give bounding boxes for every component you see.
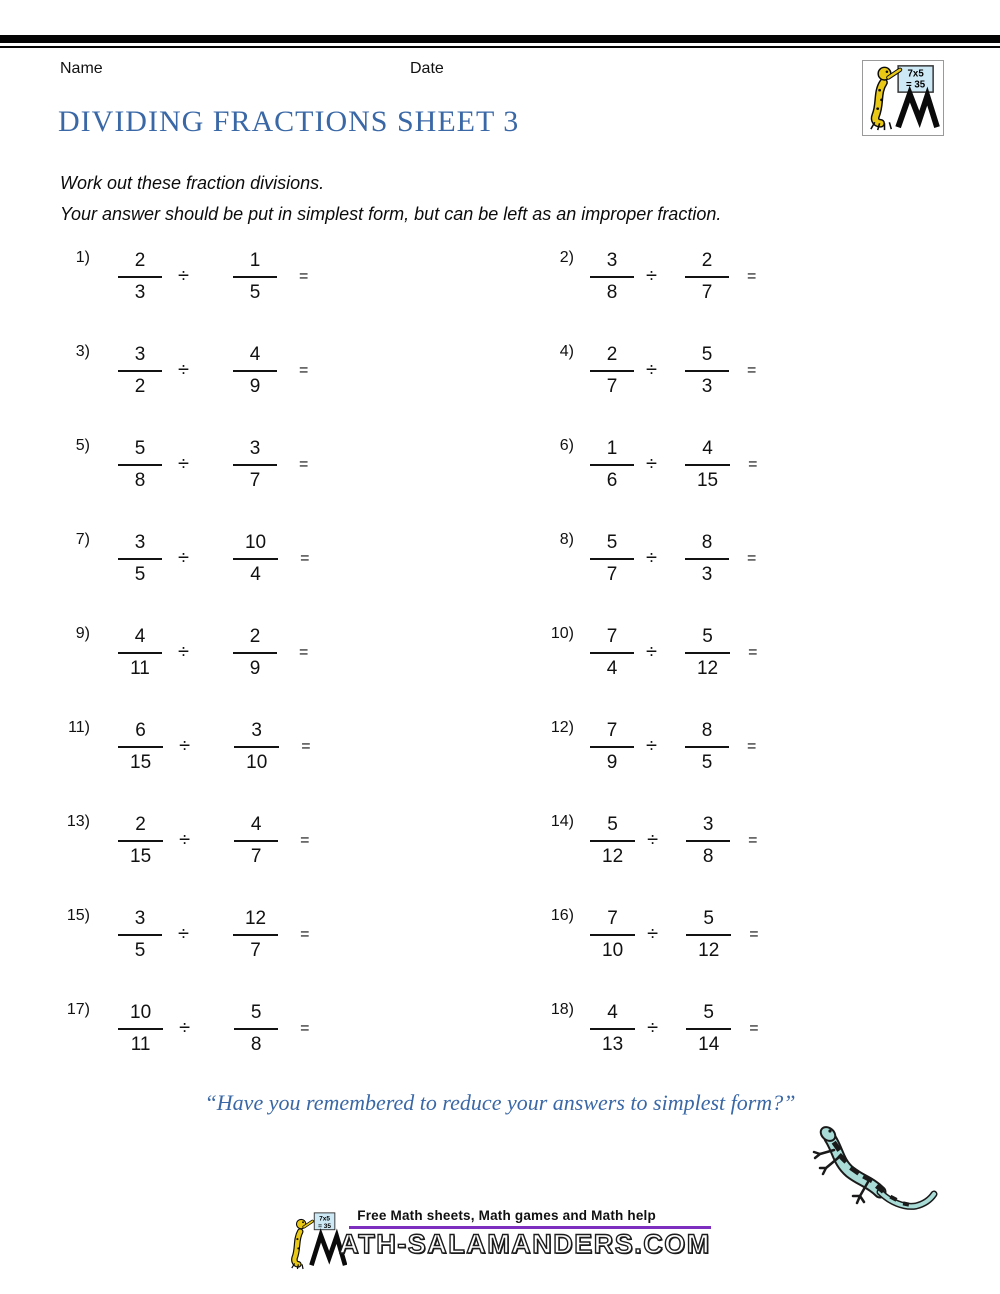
fraction-divisor <box>686 813 730 869</box>
denominator: 7 <box>250 846 262 867</box>
equals-sign: = <box>746 362 757 379</box>
denominator: 7 <box>701 282 713 303</box>
denominator: 8 <box>250 1034 262 1055</box>
numerator: 5 <box>590 813 635 842</box>
equals-sign: = <box>301 738 311 755</box>
divide-sign: ÷ <box>646 358 657 381</box>
problem-4 <box>540 324 960 418</box>
problem-9 <box>58 606 540 700</box>
fraction-divisor <box>685 531 729 587</box>
numerator: 3 <box>233 437 277 466</box>
fraction-divisor <box>233 249 277 305</box>
problem-number: 3) <box>75 343 90 360</box>
denominator: 5 <box>701 752 713 773</box>
fraction-dividend <box>118 907 162 963</box>
fraction-dividend <box>118 1001 163 1057</box>
fraction-divisor <box>233 625 277 681</box>
numerator: 4 <box>233 343 277 372</box>
numerator: 6 <box>118 719 163 748</box>
numerator: 10 <box>233 531 278 560</box>
numerator: 1 <box>233 249 277 278</box>
reminder-quote: “Have you remembered to reduce your answers to simplest form?” <box>204 1090 796 1115</box>
footer-branding <box>289 1208 710 1270</box>
svg-text:7x5: 7x5 <box>319 1215 331 1223</box>
denominator: 15 <box>130 846 152 867</box>
problem-number: 4) <box>559 343 574 360</box>
problem-11 <box>58 700 540 794</box>
denominator: 9 <box>249 658 261 679</box>
numerator: 2 <box>590 343 634 372</box>
denominator: 7 <box>606 564 618 585</box>
problem-number: 5) <box>75 437 90 454</box>
equals-sign: = <box>746 550 757 567</box>
denominator: 7 <box>250 940 261 961</box>
denominator: 9 <box>606 752 618 773</box>
denominator: 13 <box>602 1034 624 1055</box>
fraction-dividend <box>590 531 634 587</box>
divide-sign: ÷ <box>646 452 657 475</box>
equals-sign: = <box>748 644 758 661</box>
problem-8 <box>540 512 960 606</box>
denominator: 4 <box>606 658 618 679</box>
fraction-divisor <box>685 625 730 681</box>
name-label: Name <box>60 60 103 77</box>
equals-sign: = <box>298 456 309 473</box>
equals-sign: = <box>300 1020 310 1037</box>
svg-text:7x5: 7x5 <box>907 68 924 80</box>
problem-2 <box>540 230 960 324</box>
problem-7 <box>58 512 540 606</box>
problems-grid <box>0 230 1000 1076</box>
svg-text:= 35: = 35 <box>318 1222 332 1230</box>
numerator: 5 <box>234 1001 278 1030</box>
denominator: 4 <box>250 564 261 585</box>
problem-10 <box>540 606 960 700</box>
fraction-divisor <box>685 249 729 305</box>
denominator: 10 <box>246 752 268 773</box>
divide-sign: ÷ <box>178 264 189 287</box>
fraction-divisor <box>685 343 729 399</box>
denominator: 5 <box>134 940 146 961</box>
numerator: 2 <box>118 249 162 278</box>
problem-number: 8) <box>559 531 574 548</box>
denominator: 8 <box>134 470 146 491</box>
problem-1 <box>58 230 540 324</box>
divide-sign: ÷ <box>178 640 189 663</box>
problem-5 <box>58 418 540 512</box>
denominator: 6 <box>606 470 618 491</box>
fraction-divisor <box>685 719 729 775</box>
problem-6 <box>540 418 960 512</box>
numerator: 5 <box>590 531 634 560</box>
fraction-divisor <box>233 531 278 587</box>
denominator: 15 <box>130 752 152 773</box>
problem-18 <box>540 982 960 1076</box>
fraction-divisor <box>686 907 731 963</box>
problem-15 <box>58 888 540 982</box>
equals-sign: = <box>749 926 759 943</box>
fraction-divisor <box>233 437 277 493</box>
divide-sign: ÷ <box>647 922 659 945</box>
equals-sign: = <box>749 1020 759 1037</box>
numerator: 3 <box>118 531 162 560</box>
divide-sign: ÷ <box>646 264 657 287</box>
equals-sign: = <box>746 268 757 285</box>
footer-wordmark: ATH-SALAMANDERS.COM <box>339 1229 711 1259</box>
divide-sign: ÷ <box>179 734 191 757</box>
numerator: 10 <box>118 1001 163 1030</box>
problem-number: 7) <box>75 531 90 548</box>
divide-sign: ÷ <box>646 734 657 757</box>
fraction-dividend <box>118 813 163 869</box>
fraction-dividend <box>118 531 162 587</box>
fraction-dividend <box>590 1001 635 1057</box>
numerator: 7 <box>590 719 634 748</box>
numerator: 7 <box>590 625 634 654</box>
denominator: 11 <box>130 1034 151 1055</box>
divide-sign: ÷ <box>178 358 189 381</box>
numerator: 3 <box>234 719 279 748</box>
denominator: 14 <box>698 1034 720 1055</box>
footer-text-block <box>339 1208 711 1259</box>
problem-number: 13) <box>66 813 90 830</box>
numerator: 2 <box>685 249 729 278</box>
problem-13 <box>58 794 540 888</box>
numerator: 1 <box>590 437 634 466</box>
denominator: 5 <box>249 282 261 303</box>
numerator: 4 <box>234 813 278 842</box>
equals-sign: = <box>298 362 309 379</box>
gecko-image <box>808 1124 938 1216</box>
footer <box>0 1208 1000 1270</box>
numerator: 5 <box>685 625 730 654</box>
problem-number: 11) <box>68 719 90 736</box>
top-divider-thin-line <box>0 46 1000 48</box>
page-title: DIVIDING FRACTIONS SHEET 3 <box>58 105 520 138</box>
fraction-divisor <box>234 1001 278 1057</box>
denominator: 8 <box>702 846 714 867</box>
divide-sign: ÷ <box>646 640 657 663</box>
denominator: 8 <box>606 282 618 303</box>
denominator: 9 <box>249 376 261 397</box>
top-divider <box>0 35 1000 48</box>
fraction-divisor <box>685 437 730 493</box>
numerator: 2 <box>118 813 163 842</box>
equals-sign: = <box>748 832 758 849</box>
equals-sign: = <box>748 456 758 473</box>
divide-sign: ÷ <box>179 828 191 851</box>
fraction-divisor <box>233 343 277 399</box>
divide-sign: ÷ <box>646 546 657 569</box>
problem-number: 9) <box>75 625 90 642</box>
numerator: 8 <box>685 531 729 560</box>
fraction-divisor <box>234 719 279 775</box>
equals-sign: = <box>300 550 310 567</box>
denominator: 10 <box>602 940 624 961</box>
divide-sign: ÷ <box>179 1016 191 1039</box>
problem-17 <box>58 982 540 1076</box>
problem-3 <box>58 324 540 418</box>
fraction-dividend <box>590 625 634 681</box>
numerator: 5 <box>686 907 731 936</box>
denominator: 15 <box>696 470 719 491</box>
numerator: 3 <box>686 813 730 842</box>
problem-number: 12) <box>550 719 574 736</box>
denominator: 3 <box>134 282 146 303</box>
instruction-line-1: Work out these fraction divisions. <box>60 173 325 193</box>
equals-sign: = <box>300 926 310 943</box>
problem-number: 14) <box>550 813 574 830</box>
fraction-dividend <box>590 343 634 399</box>
numerator: 3 <box>590 249 634 278</box>
numerator: 3 <box>118 907 162 936</box>
divide-sign: ÷ <box>178 922 189 945</box>
fraction-divisor <box>233 907 278 963</box>
problem-16 <box>540 888 960 982</box>
equals-sign: = <box>298 268 309 285</box>
problem-12 <box>540 700 960 794</box>
numerator: 4 <box>685 437 730 466</box>
fraction-dividend <box>590 813 635 869</box>
denominator: 7 <box>606 376 618 397</box>
problem-14 <box>540 794 960 888</box>
numerator: 12 <box>233 907 278 936</box>
problem-number: 10) <box>550 625 574 642</box>
equals-sign: = <box>746 738 757 755</box>
problem-number: 18) <box>550 1001 574 1018</box>
fraction-dividend <box>590 907 635 963</box>
denominator: 12 <box>602 846 624 867</box>
divide-sign: ÷ <box>647 1016 659 1039</box>
fraction-dividend <box>118 719 163 775</box>
numerator: 5 <box>118 437 162 466</box>
footer-tagline: Free Math sheets, Math games and Math help <box>357 1208 656 1223</box>
fraction-dividend <box>118 625 162 681</box>
numerator: 3 <box>118 343 162 372</box>
denominator: 12 <box>696 658 719 679</box>
numerator: 2 <box>233 625 277 654</box>
denominator: 2 <box>134 376 146 397</box>
divide-sign: ÷ <box>178 452 189 475</box>
problem-number: 2) <box>559 249 574 266</box>
denominator: 3 <box>701 564 713 585</box>
fraction-dividend <box>590 249 634 305</box>
numerator: 7 <box>590 907 635 936</box>
problem-number: 16) <box>550 907 574 924</box>
denominator: 3 <box>701 376 713 397</box>
problem-number: 6) <box>559 437 574 454</box>
denominator: 11 <box>130 658 150 679</box>
divide-sign: ÷ <box>178 546 189 569</box>
problem-number: 1) <box>75 249 90 266</box>
fraction-dividend <box>118 437 162 493</box>
numerator: 4 <box>590 1001 635 1030</box>
svg-text:= 35: = 35 <box>906 79 926 91</box>
denominator: 12 <box>698 940 720 961</box>
math-salamanders-logo <box>862 60 944 136</box>
fraction-dividend <box>118 249 162 305</box>
fraction-divisor <box>234 813 278 869</box>
denominator: 5 <box>134 564 146 585</box>
numerator: 8 <box>685 719 729 748</box>
numerator: 4 <box>118 625 162 654</box>
instructions <box>60 168 721 230</box>
equals-sign: = <box>300 832 310 849</box>
denominator: 7 <box>249 470 261 491</box>
problem-number: 17) <box>66 1001 90 1018</box>
problem-number: 15) <box>66 907 90 924</box>
numerator: 5 <box>685 343 729 372</box>
equals-sign: = <box>298 644 309 661</box>
instruction-line-2: Your answer should be put in simplest form, but can be left as an improper fraction. <box>60 204 722 224</box>
numerator: 5 <box>686 1001 731 1030</box>
fraction-dividend <box>590 437 634 493</box>
fraction-dividend <box>590 719 634 775</box>
top-divider-thick-line <box>0 35 1000 43</box>
date-label: Date <box>410 60 444 77</box>
fraction-dividend <box>118 343 162 399</box>
divide-sign: ÷ <box>647 828 659 851</box>
salamander-logo-icon <box>863 61 941 133</box>
fraction-divisor <box>686 1001 731 1057</box>
